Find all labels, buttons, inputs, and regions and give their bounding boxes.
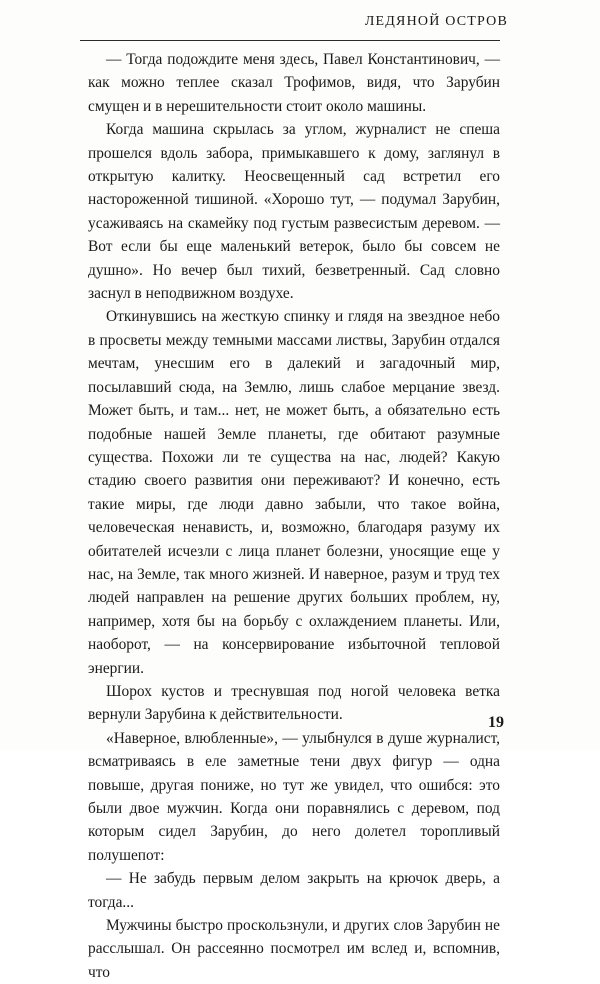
header-rule <box>80 40 500 41</box>
paragraph: Шорох кустов и треснувшая под ногой человека ветка вернули Зарубина к действительности. <box>88 682 500 724</box>
page-number: 19 <box>488 714 504 731</box>
paragraph: — Не забудь первым делом закрыть на крючок дверь, а тогда... <box>88 870 500 911</box>
paragraph: — Тогда подождите меня здесь, Павел Константинович, — как можно теплее сказал Трофимов, видя, что Зарубин смущен и в нерешительности стоит около машины. <box>88 51 500 115</box>
paragraph: «Наверное, влюбленные», — улыбнулся в душе журналист, всматриваясь в еле заметные тени двух фигур — одна повыше, другая пониже, но тут же увидел, что ошибся: это были двое мужчин. Когда они поравнялись с деревом, под которым сидел Зарубин, до него долетел торопливый полушепот: <box>88 729 500 864</box>
paragraph: Мужчины быстро проскользнули, и других слов Зарубин не расслышал. Он рассеянно посмотрел им вслед и, вспомнив, что <box>88 917 500 981</box>
running-head: ЛЕДЯНОЙ ОСТРОВ <box>364 14 508 29</box>
paragraph: Когда машина скрылась за углом, журналист не спеша прошелся вдоль забора, примыкавшего к дому, заглянул в открытую калитку. Неосвещенный сад встретил его настороженной тишиной. «Хорошо тут, — подумал Зарубин, усаживаясь на скамейку под густым развесистым деревом. — Вот если бы еще маленький ветерок, было бы совсем не душно». Но вечер был тихий, безветренный. Сад словно заснул в неподвижном воздухе. <box>88 121 500 303</box>
paragraph: Откинувшись на жесткую спинку и глядя на звездное небо в просветы между темными массами листвы, Зарубин отдался мечтам, унесшим его в далекий и загадочный мир, посылавший сюда, на Землю, лишь слабое мерцание звезд. Может быть, и там... нет, не может быть, а обязательно есть подобные нашей Земле планеты, где обитают разумные существа. Похожи ли те существа на нас, людей? Какую стадию своего развития они переживают? И конечно, есть такие миры, где люди давно забыли, что такое война, человеческая ненависть, и, возможно, благодаря разуму их обитателей исчезли с лица планет болезни, уносящие еще у нас, на Земле, так много жизней. И наверное, разум и труд тех людей направлен на решение других больших проблем, ну, например, хотя бы на борьбу с охлаждением планеты. Или, наоборот, — на консервирование избыточной тепловой энергии. <box>88 308 500 677</box>
body-text <box>88 48 500 984</box>
